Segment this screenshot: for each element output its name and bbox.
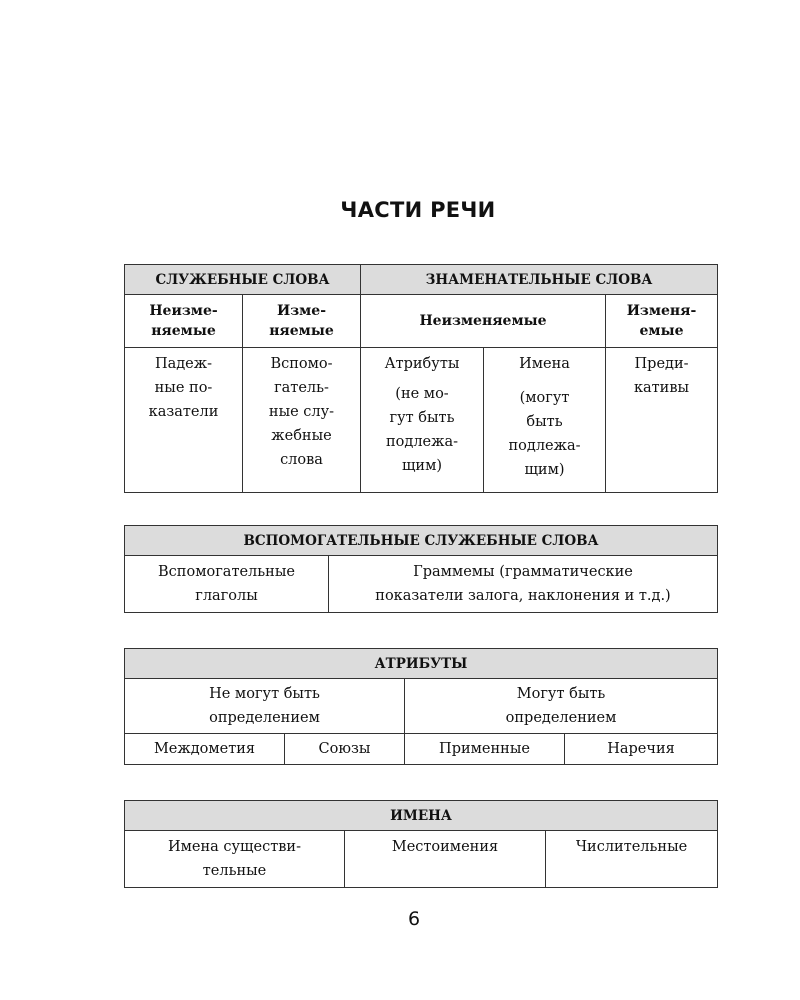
auxiliary-words-table [124, 525, 718, 613]
cell-adverbs: Наречия [565, 734, 718, 765]
cell-predicatives: Преди- кативы [606, 348, 718, 493]
header-notional-words: ЗНАМЕНАТЕЛЬНЫЕ СЛОВА [361, 265, 718, 295]
cell-names: Имена (могут быть подлежа- щим) [484, 348, 606, 493]
attributes-table [124, 648, 718, 765]
cell-cannot-be-attribute: Не могут быть определением [125, 679, 405, 734]
names-table [124, 800, 718, 888]
cell-numerals: Числительные [546, 831, 718, 888]
cell-pronouns: Местоимения [345, 831, 546, 888]
cell-attributes: Атрибуты (не мо- гут быть подлежа- щим) [361, 348, 484, 493]
page-title: ЧАСТИ РЕЧИ [340, 198, 496, 222]
cell-interjections: Междометия [125, 734, 285, 765]
header-auxiliary-words: ВСПОМОГАТЕЛЬНЫЕ СЛУЖЕБНЫЕ СЛОВА [125, 526, 718, 556]
cell-adnominals: Применные [405, 734, 565, 765]
header-functional-words: СЛУЖЕБНЫЕ СЛОВА [125, 265, 361, 295]
cell-auxiliary-verbs: Вспомогательные глаголы [125, 556, 329, 613]
cell-auxiliary-words: Вспомо- гатель- ные слу- жебные слова [243, 348, 361, 493]
cell-grammemes: Граммемы (грамматические показатели залога, наклонения и т.д.) [329, 556, 718, 613]
parts-of-speech-table [124, 264, 718, 493]
cell-can-be-attribute: Могут быть определением [405, 679, 718, 734]
subheader-functional-invariable: Неизме- няемые [125, 295, 243, 348]
cell-conjunctions: Союзы [285, 734, 405, 765]
header-names: ИМЕНА [125, 801, 718, 831]
page-number: 6 [408, 908, 421, 930]
cell-case-markers: Падеж- ные по- казатели [125, 348, 243, 493]
header-attributes: АТРИБУТЫ [125, 649, 718, 679]
cell-nouns: Имена существи- тельные [125, 831, 345, 888]
subheader-notional-invariable: Неизменяемые [361, 295, 606, 348]
subheader-notional-variable: Изменя- емые [606, 295, 718, 348]
subheader-functional-variable: Изме- няемые [243, 295, 361, 348]
